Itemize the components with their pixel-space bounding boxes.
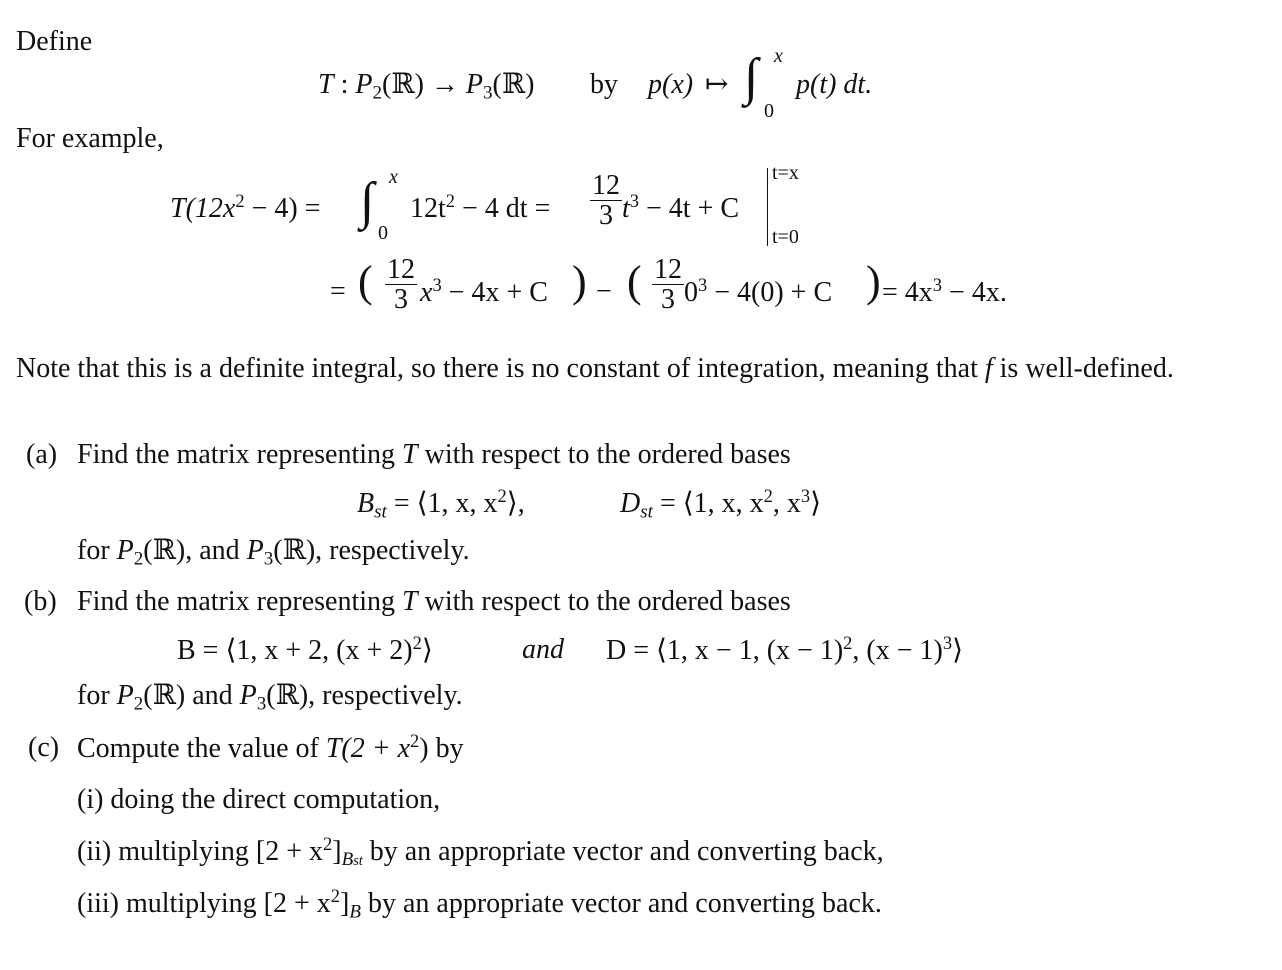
b-D-end: ⟩ bbox=[952, 635, 964, 667]
part-a-text bbox=[77, 437, 791, 472]
c-ii-3: by an appropriate vector and converting back, bbox=[362, 836, 884, 868]
ex-t: t bbox=[622, 193, 630, 225]
c-ii-sup: 2 bbox=[323, 834, 333, 854]
map-P3: P bbox=[465, 69, 484, 100]
map-arrow: → bbox=[423, 69, 466, 100]
example-fraction bbox=[588, 172, 624, 230]
result-text: = 4x bbox=[882, 277, 933, 309]
example-integral-sign: ∫ bbox=[360, 173, 375, 230]
line2-zero: 0 bbox=[684, 277, 698, 309]
part-b-text bbox=[77, 584, 791, 619]
a-Bst: B bbox=[357, 488, 375, 520]
result-end: − 4x. bbox=[942, 277, 1007, 309]
c-iii-3: by an appropriate vector and converting back. bbox=[360, 888, 882, 920]
b-for-mid: (ℝ) and bbox=[143, 680, 240, 711]
example-integral-lower: 0 bbox=[378, 222, 388, 244]
evaluation-bar bbox=[767, 168, 768, 246]
lhs-text: T(12x bbox=[170, 193, 236, 225]
a-Dst-end: ⟩ bbox=[810, 488, 822, 520]
lhs-end: − 4) = bbox=[244, 193, 321, 225]
example-lhs bbox=[170, 190, 320, 226]
line2-equals: = bbox=[330, 276, 346, 307]
line2-fraction-2 bbox=[650, 256, 686, 314]
part-b-for-line bbox=[77, 678, 463, 716]
map-P3-sub: 3 bbox=[483, 82, 493, 104]
a-for-P3: P bbox=[246, 535, 264, 566]
b-for-P3-sub: 3 bbox=[256, 693, 267, 715]
example-antiderivative bbox=[622, 190, 739, 226]
b-for-P2: P bbox=[116, 680, 134, 711]
a-Dst-val: = ⟨1, x, x bbox=[652, 488, 764, 520]
part-a-for-line bbox=[77, 533, 470, 571]
map-P2: P bbox=[355, 69, 373, 100]
part-c-ii bbox=[77, 833, 884, 872]
eval-lower: t=0 bbox=[772, 226, 799, 248]
line2-result bbox=[882, 274, 1007, 310]
b-for-P3: P bbox=[239, 680, 257, 711]
b-for-end: (ℝ), respectively. bbox=[266, 680, 463, 711]
a-for-mid: (ℝ), and bbox=[143, 535, 247, 566]
a-Bst-sub: st bbox=[374, 501, 387, 523]
ex-integrand-text: 12t bbox=[410, 193, 446, 225]
frac2-den: 3 bbox=[652, 284, 684, 314]
a-for: for bbox=[77, 535, 117, 566]
map-R2: (ℝ) bbox=[492, 69, 535, 100]
line2-x-sup: 3 bbox=[432, 275, 442, 295]
by-word: by bbox=[590, 69, 618, 100]
line2-term-2 bbox=[684, 274, 832, 310]
part-a-basis-Dst bbox=[620, 485, 821, 524]
map-T: T bbox=[318, 69, 334, 100]
frac1-num: 12 bbox=[387, 254, 415, 285]
part-c-iii bbox=[77, 885, 882, 924]
part-b-label: (b) bbox=[24, 586, 57, 617]
for-example: For example, bbox=[16, 123, 164, 154]
paren-close-2: ) bbox=[866, 257, 881, 306]
b-text-1: Find the matrix representing bbox=[77, 586, 403, 617]
c-T: T(2 + x bbox=[325, 733, 411, 765]
a-for-P3-sub: 3 bbox=[263, 548, 274, 570]
ex-t-sup: 3 bbox=[629, 191, 640, 211]
a-for-P2: P bbox=[116, 535, 134, 566]
part-c-label: (c) bbox=[28, 732, 60, 763]
c-ii-1: (ii) multiplying [2 + x bbox=[77, 836, 323, 868]
line2-open-paren-1 bbox=[358, 257, 373, 306]
a-text-2: with respect to the ordered bases bbox=[417, 439, 791, 470]
b-text-2: with respect to the ordered bases bbox=[417, 586, 791, 617]
result-sup: 3 bbox=[932, 275, 943, 295]
px-term bbox=[648, 67, 693, 102]
a-Bst-end: ⟩, bbox=[506, 488, 525, 520]
b-D-sup1: 2 bbox=[843, 633, 853, 653]
line2-fraction-1 bbox=[383, 256, 419, 314]
b-for: for bbox=[77, 680, 117, 711]
ex-integrand-sup: 2 bbox=[445, 191, 456, 211]
ex-frac-num: 12 bbox=[592, 170, 620, 201]
b-T: T bbox=[402, 586, 418, 617]
c-T-end: ) by bbox=[419, 733, 464, 765]
b-D: D = ⟨1, x − 1, (x − 1) bbox=[606, 635, 844, 667]
part-c-i: (i) doing the direct computation, bbox=[77, 784, 441, 815]
b-for-P2-sub: 2 bbox=[133, 693, 144, 715]
a-Dst: D bbox=[620, 488, 641, 520]
b-B: B = ⟨1, x + 2, (x + 2) bbox=[177, 635, 413, 667]
frac1-den: 3 bbox=[385, 284, 417, 314]
note-f: f bbox=[984, 353, 993, 384]
part-b-basis-D bbox=[606, 632, 963, 668]
b-D-sup2: 3 bbox=[942, 633, 953, 653]
a-Dst-mid: , x bbox=[772, 488, 801, 520]
note-paragraph bbox=[16, 352, 1231, 386]
integral-upper-text: x bbox=[774, 45, 783, 67]
a-for-P2-sub: 2 bbox=[133, 548, 144, 570]
part-b-and bbox=[522, 632, 564, 667]
a-Bst-val: = ⟨1, x, x bbox=[386, 488, 498, 520]
note-part-2: is well-defined. bbox=[992, 353, 1174, 384]
paren-close-1: ) bbox=[572, 257, 587, 306]
px-text: p(x) bbox=[648, 69, 694, 100]
paren-open-1: ( bbox=[358, 257, 373, 306]
ex-frac-den: 3 bbox=[590, 200, 622, 230]
a-Bst-sup: 2 bbox=[497, 486, 507, 506]
c-iii-1: (iii) multiplying [2 + x bbox=[77, 888, 331, 920]
line2-minus: − bbox=[596, 276, 612, 307]
c-ii-sub-B: B bbox=[341, 849, 354, 871]
frac2-num: 12 bbox=[654, 254, 682, 285]
integral-sign: ∫ bbox=[744, 49, 759, 106]
ex-integrand-end: − 4 dt = bbox=[455, 193, 551, 225]
ex-rest: − 4t + C bbox=[639, 193, 740, 225]
define-word: Define bbox=[16, 26, 93, 57]
a-text-1: Find the matrix representing bbox=[77, 439, 403, 470]
note-part-1: Note that this is a definite integral, so there is no constant of integration, meaning that bbox=[16, 353, 985, 384]
definition-mapping bbox=[318, 67, 534, 105]
line2-close-paren-1 bbox=[572, 257, 587, 306]
part-b-basis-B bbox=[177, 632, 433, 668]
integrand bbox=[796, 67, 872, 102]
line2-close-paren-2 bbox=[866, 257, 881, 306]
example-integral-upper bbox=[389, 166, 398, 189]
a-T: T bbox=[402, 439, 418, 470]
c-T-sup: 2 bbox=[410, 731, 420, 751]
lhs-sup: 2 bbox=[235, 191, 245, 211]
c-ii-2: ] bbox=[332, 836, 342, 868]
b-B-sup: 2 bbox=[412, 633, 422, 653]
map-colon: : bbox=[333, 69, 356, 100]
a-Dst-sub: st bbox=[640, 501, 653, 523]
b-B-end: ⟩ bbox=[421, 635, 433, 667]
ex-upper-text: x bbox=[389, 166, 398, 188]
c-iii-sub: B bbox=[349, 901, 361, 923]
b-and-text: and bbox=[522, 634, 564, 665]
integral-lower: 0 bbox=[764, 100, 774, 122]
part-a-label: (a) bbox=[26, 439, 58, 470]
mapsto-arrow: ↦ bbox=[705, 69, 729, 100]
c-ii-subsub: st bbox=[353, 853, 363, 870]
c-iii-2: ] bbox=[340, 888, 350, 920]
b-D-mid: , (x − 1) bbox=[852, 635, 943, 667]
a-Dst-sup1: 2 bbox=[763, 486, 773, 506]
a-for-end: (ℝ), respectively. bbox=[273, 535, 470, 566]
part-c-text bbox=[77, 730, 464, 766]
c-ii-sub bbox=[342, 849, 363, 870]
c-text: Compute the value of bbox=[77, 733, 326, 765]
part-a-basis-Bst bbox=[357, 485, 525, 524]
map-R1: (ℝ) bbox=[381, 69, 424, 100]
line2-mid2: − 4(0) + C bbox=[707, 277, 833, 309]
example-integrand bbox=[410, 190, 550, 226]
eval-upper: t=x bbox=[772, 162, 799, 184]
line2-zero-sup: 3 bbox=[698, 275, 708, 295]
map-P2-sub: 2 bbox=[372, 82, 382, 104]
line2-x: x bbox=[420, 277, 433, 309]
line2-open-paren-2 bbox=[627, 257, 642, 306]
integrand-text: p(t) dt. bbox=[796, 69, 873, 100]
line2-mid1: − 4x + C bbox=[441, 277, 548, 309]
c-iii-sup: 2 bbox=[330, 886, 341, 906]
integral-upper bbox=[774, 45, 783, 68]
a-Dst-sup2: 3 bbox=[800, 486, 811, 506]
paren-open-2: ( bbox=[627, 257, 642, 306]
line2-term-1 bbox=[420, 274, 548, 310]
